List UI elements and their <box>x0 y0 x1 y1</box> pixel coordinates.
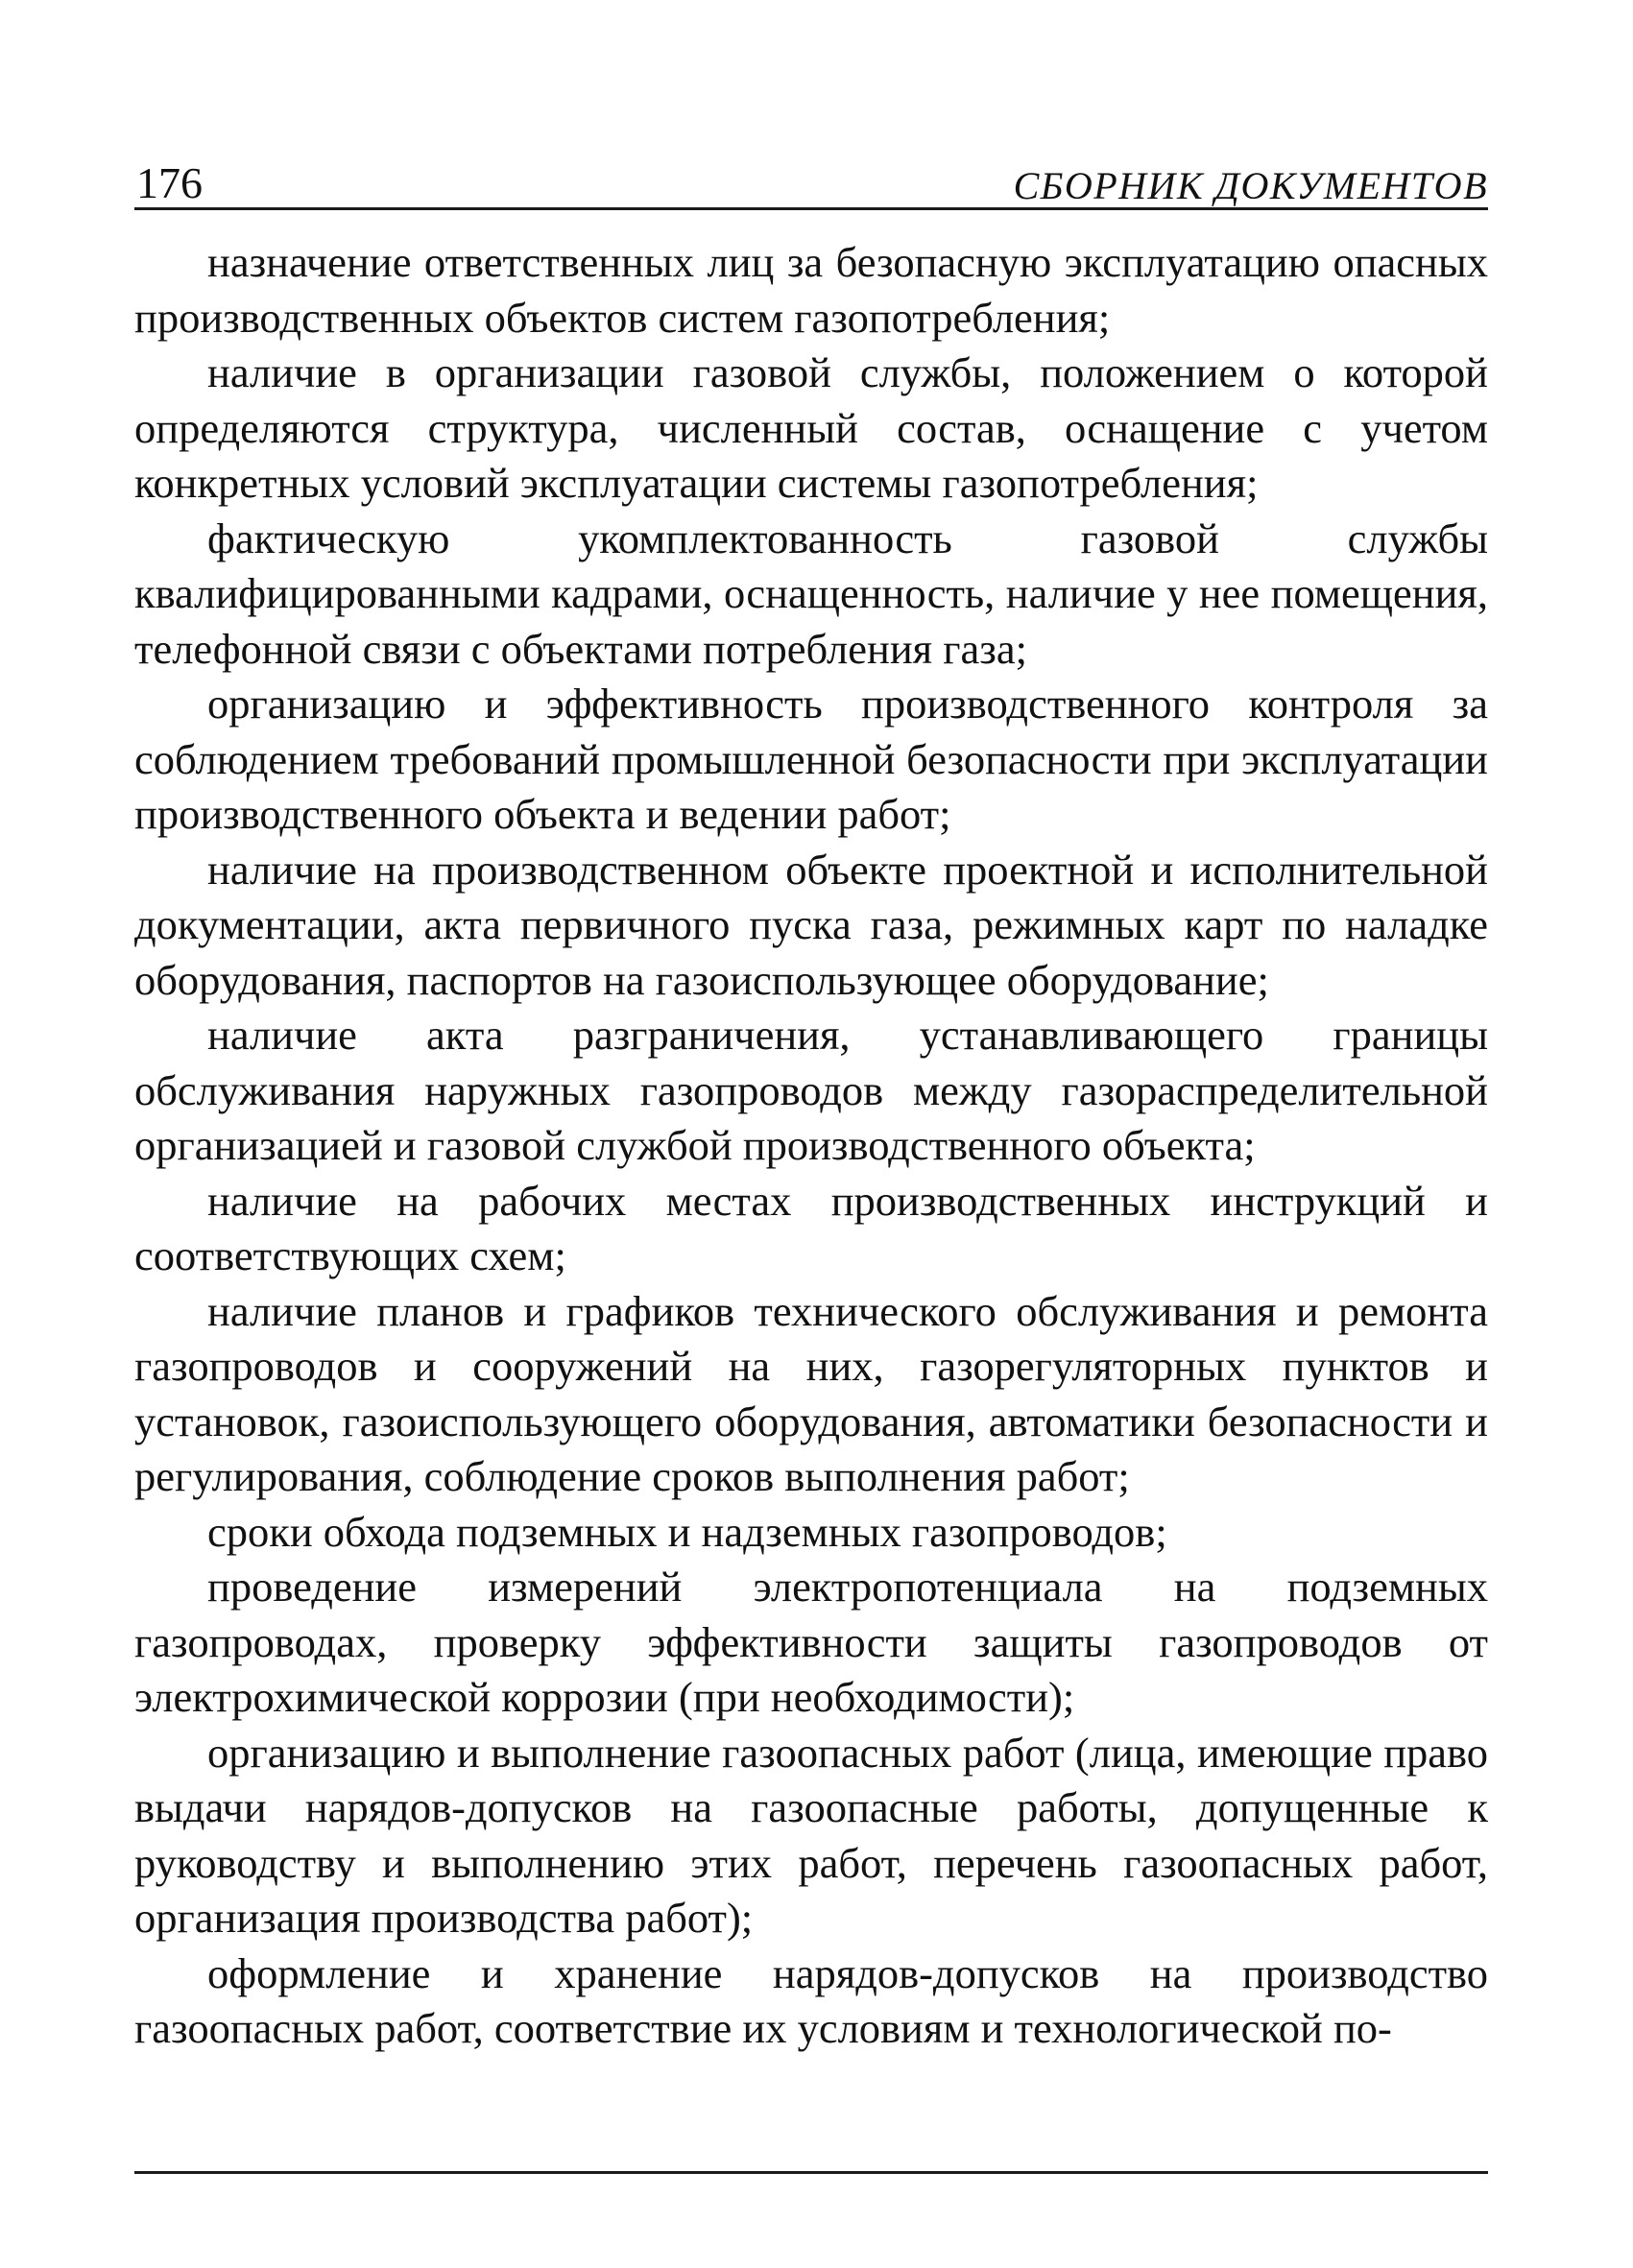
paragraph: проведение измерений электропотенциала на подземных газопроводах, проверку эффективности защиты газопроводов от электрохимической коррозии (при необходимости); <box>134 1563 1488 1721</box>
book-page <box>134 144 1488 2057</box>
paragraph: организацию и эффективность производственного контроля за соблюдением требований промышленной безопасности при эксплуатации производственного объекта и ведении работ; <box>134 680 1488 838</box>
paragraph: наличие акта разграничения, устанавливающего границы обслуживания наружных газопроводов между газораспределительной организацией и газовой службой производственного объекта; <box>134 1011 1488 1169</box>
page-header <box>134 144 1488 210</box>
paragraph: фактическую укомплектованность газовой службы квалифицированными кадрами, оснащенность, наличие у нее помещения, телефонной связи с объектами потребления газа; <box>134 513 1488 673</box>
paragraph: назначение ответственных лиц за безопасную эксплуатацию опасных производственных объектов систем газопотребления; <box>134 238 1488 342</box>
paragraph: наличие на рабочих местах производственных инструкций и соответствующих схем; <box>134 1176 1488 1279</box>
page-number: 176 <box>136 158 203 207</box>
running-title: СБОРНИК ДОКУМЕНТОВ <box>1013 164 1488 207</box>
paragraph: наличие на производственном объекте проектной и исполнительной документации, акта первичного пуска газа, режимных карт по наладке оборудования, паспортов на газоиспользующее оборудование; <box>134 845 1488 1004</box>
paragraph: организацию и выполнение газоопасных работ (лица, имеющие право выдачи нарядов-допусков на газоопасные работы, допущенные к руководству и выполнению этих работ, перечень газоопасных работ, организация производства работ); <box>134 1728 1488 1942</box>
paragraph: оформление и хранение нарядов-допусков на производство газоопасных работ, соответствие их условиям и технологической по- <box>134 1948 1488 2052</box>
page-body <box>134 235 1488 2057</box>
paragraph: наличие планов и графиков технического обслуживания и ремонта газопроводов и сооружений на них, газорегуляторных пунктов и установок, газоиспользующего оборудования, автоматики безопасности и регулирования, соблюдение сроков выполнения работ; <box>134 1286 1488 1500</box>
paragraph: сроки обхода подземных и надземных газопроводов; <box>207 1507 1167 1556</box>
paragraph: наличие в организации газовой службы, положением о которой определяются структура, численный состав, оснащение с учетом конкретных условий эксплуатации системы газопотребления; <box>134 348 1488 507</box>
footer-rule <box>134 2171 1488 2174</box>
